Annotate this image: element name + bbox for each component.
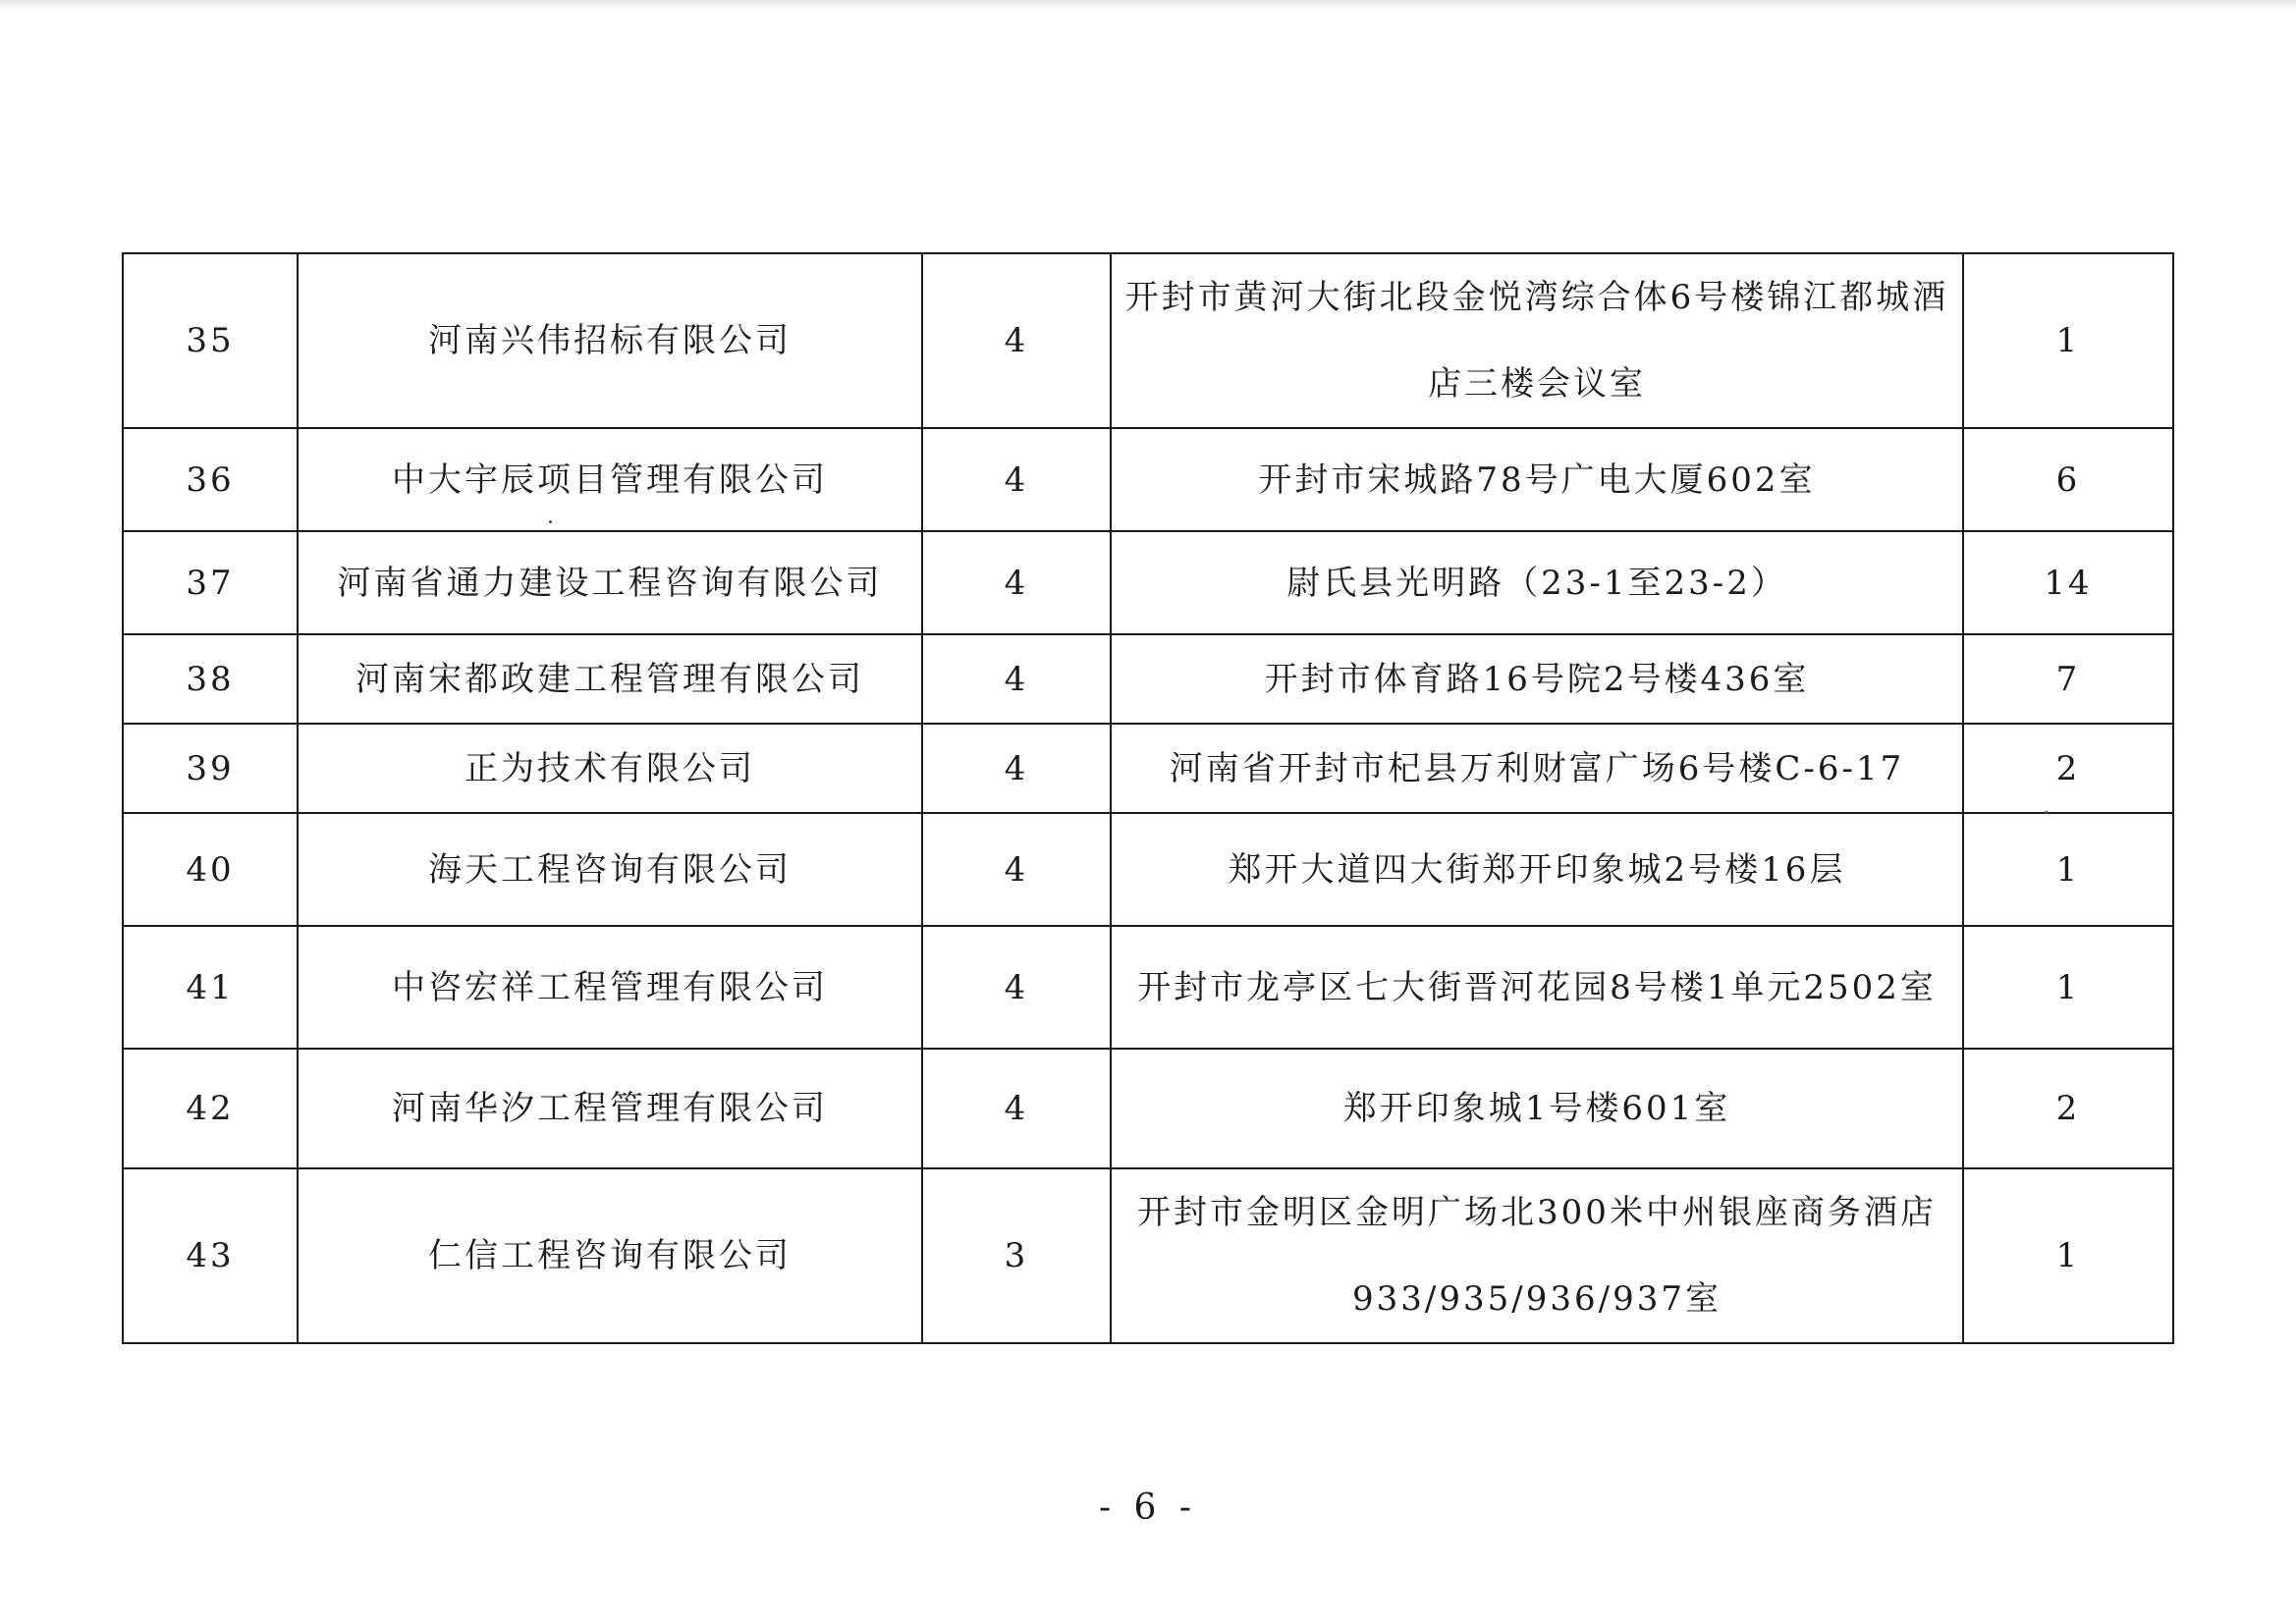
address-cell: 开封市龙亭区七大街晋河花园8号楼1单元2502室 (1111, 926, 1963, 1049)
rooms-cell: 1 (1963, 253, 2173, 428)
address-cell: 开封市体育路16号院2号楼436室 (1111, 634, 1963, 724)
table-row (123, 1168, 2173, 1343)
count-cell: 3 (922, 1168, 1111, 1343)
rooms-cell: 1 (1963, 813, 2173, 926)
row-number-cell: 43 (123, 1168, 298, 1343)
address-cell: 尉氏县光明路（23-1至23-2） (1111, 531, 1963, 634)
rooms-cell: 2 (1963, 724, 2173, 813)
address-cell: 开封市宋城路78号广电大厦602室 (1111, 428, 1963, 531)
rooms-cell: 1 (1963, 926, 2173, 1049)
company-table (122, 252, 2174, 1344)
company-name-cell: 中咨宏祥工程管理有限公司 (298, 926, 922, 1049)
count-cell: 4 (922, 253, 1111, 428)
address-cell: 河南省开封市杞县万利财富广场6号楼C-6-17 (1111, 724, 1963, 813)
scan-speck (549, 520, 552, 523)
company-name-cell: 河南省通力建设工程咨询有限公司 (298, 531, 922, 634)
page-number: - 6 - (1098, 1488, 1198, 1528)
scan-speck (2045, 811, 2048, 814)
company-table-container (122, 252, 2172, 1344)
count-cell: 4 (922, 926, 1111, 1049)
address-cell: 郑开印象城1号楼601室 (1111, 1049, 1963, 1168)
rooms-cell: 14 (1963, 531, 2173, 634)
company-name-cell: 中大宇辰项目管理有限公司 (298, 428, 922, 531)
row-number-cell: 38 (123, 634, 298, 724)
table-row (123, 428, 2173, 531)
row-number-cell: 39 (123, 724, 298, 813)
company-name-cell: 仁信工程咨询有限公司 (298, 1168, 922, 1343)
table-row (123, 531, 2173, 634)
company-name-cell: 海天工程咨询有限公司 (298, 813, 922, 926)
company-name-cell: 河南华汐工程管理有限公司 (298, 1049, 922, 1168)
address-cell: 开封市金明区金明广场北300米中州银座商务酒店933/935/936/937室 (1111, 1168, 1963, 1343)
company-name-cell: 河南兴伟招标有限公司 (298, 253, 922, 428)
company-name-cell: 河南宋都政建工程管理有限公司 (298, 634, 922, 724)
count-cell: 4 (922, 724, 1111, 813)
rooms-cell: 7 (1963, 634, 2173, 724)
count-cell: 4 (922, 634, 1111, 724)
count-cell: 4 (922, 428, 1111, 531)
rooms-cell: 1 (1963, 1168, 2173, 1343)
count-cell: 4 (922, 1049, 1111, 1168)
table-row (123, 724, 2173, 813)
scan-top-edge (0, 0, 2296, 10)
company-name-cell: 正为技术有限公司 (298, 724, 922, 813)
address-cell: 开封市黄河大街北段金悦湾综合体6号楼锦江都城酒店三楼会议室 (1111, 253, 1963, 428)
count-cell: 4 (922, 813, 1111, 926)
table-row (123, 1049, 2173, 1168)
address-cell: 郑开大道四大街郑开印象城2号楼16层 (1111, 813, 1963, 926)
row-number-cell: 41 (123, 926, 298, 1049)
row-number-cell: 36 (123, 428, 298, 531)
row-number-cell: 37 (123, 531, 298, 634)
row-number-cell: 35 (123, 253, 298, 428)
rooms-cell: 2 (1963, 1049, 2173, 1168)
row-number-cell: 42 (123, 1049, 298, 1168)
count-cell: 4 (922, 531, 1111, 634)
table-row (123, 926, 2173, 1049)
table-row (123, 634, 2173, 724)
table-row (123, 813, 2173, 926)
table-row (123, 253, 2173, 428)
row-number-cell: 40 (123, 813, 298, 926)
rooms-cell: 6 (1963, 428, 2173, 531)
